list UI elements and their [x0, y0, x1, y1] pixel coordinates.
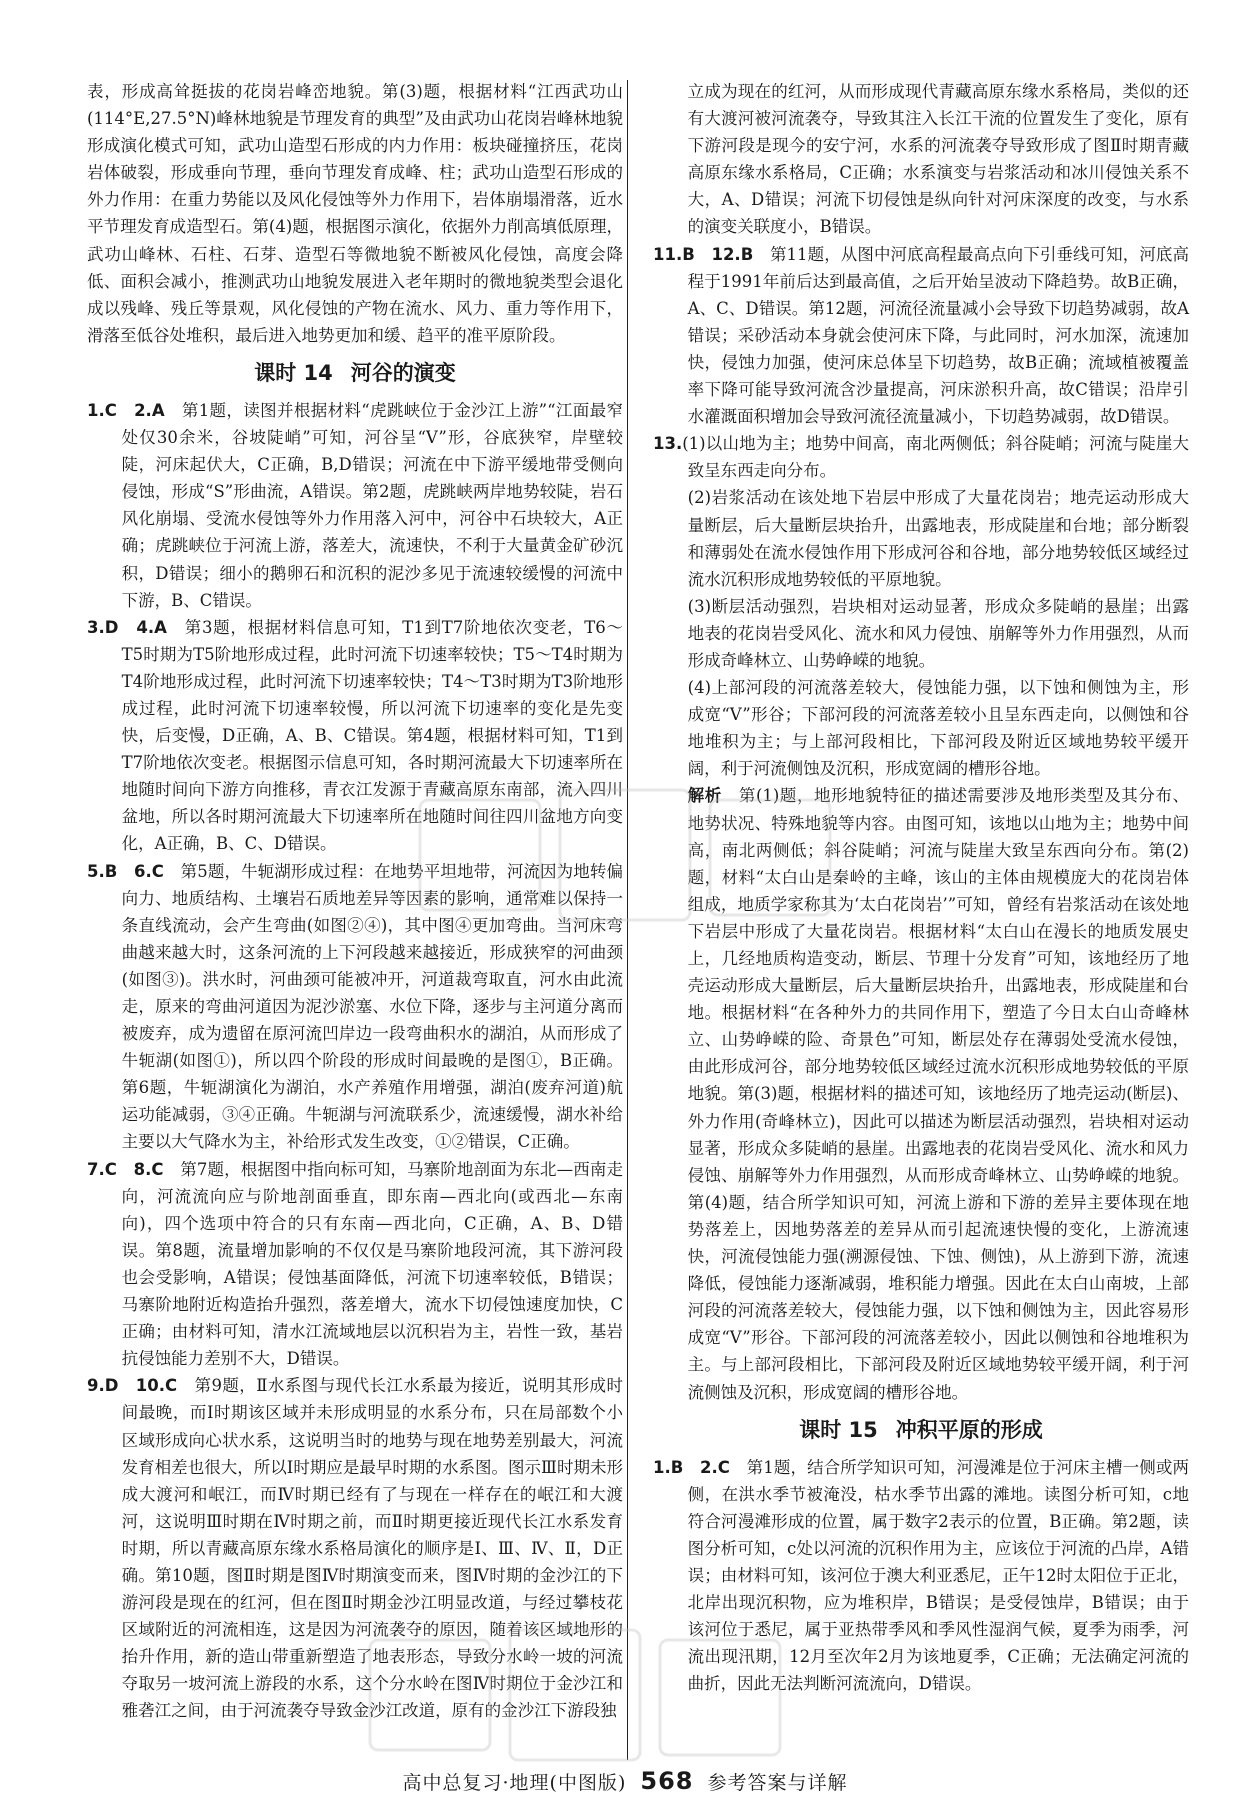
- answer-explanation: 第9题，Ⅱ水系图与现代长江水系最为接近，说明其形成时间最晚，而Ⅰ时期该区域并未形成明显的水系分布，只在局部数个小区域形成向心状水系，这说明当时的地势与现在地势差别最大，河流发育相差也很大，所以Ⅰ时期应是最早时期的水系图。图示Ⅲ时期未形成大渡河和岷江，而Ⅳ时期已经有了与现在一样存在的岷江和大渡河，这说明Ⅲ时期在Ⅳ时期之前，而Ⅱ时期更接近现代长江水系发育时期，所以青藏高原东缘水系格局演化的顺序是Ⅰ、Ⅲ、Ⅳ、Ⅱ，D正确。第10题，图Ⅱ时期是图Ⅳ时期演变而来，图Ⅳ时期的金沙江的下游河段是现在的红河，但在图Ⅱ时期金沙江明显改道，与经过攀枝花区域附近的河流相连，这是因为河流袭夺的原因，随着该区域地形的抬升作用，新的造山带重新塑造了地表形态，导致分水岭一坡的河流夺取另一坡河流上游段的水系，这个分水岭在图Ⅳ时期位于金沙江和雅砻江之间，由于河流袭夺导致金沙江改道，原有的金沙江下游段独: [121, 1376, 623, 1721]
- lesson-14-label: 课时 14: [254, 360, 333, 385]
- right-column: [653, 78, 1189, 1697]
- answer-item-13-part-3: (3)断层活动强烈，岩块相对运动显著，形成众多陡峭的悬崖；出露地表的花岗岩受风化、流水和风力侵蚀、崩解等外力作用强烈，从而形成奇峰林立、山势峥嵘的地貌。: [687, 596, 1189, 670]
- lesson-14-title: 河谷的演变: [350, 360, 456, 385]
- answer-part: (1)以山地为主；地势中间高，南北两侧低；斜谷陡峭；河流与陡崖大致呈东西走向分布。: [682, 434, 1189, 481]
- column-divider: [627, 80, 628, 1760]
- analysis-paragraph: [653, 782, 1189, 1405]
- answer-explanation: 第1题，结合所学知识可知，河漫滩是位于河床主槽一侧或两侧，在洪水季节被淹没，枯水季节出露的滩地。读图分析可知，c地符合河漫滩形成的位置，属于数字2表示的位置，B正确。第2题，读图分析可知，c处以河流的沉积作用为主，应该位于河流的凸岸，A错误；由材料可知，该河位于澳大利亚悉尼，正午12时太阳位于正北，北岸出现沉积物，应为堆积岸，B错误；是受侵蚀岸，B错误；由于该河位于悉尼，属于亚热带季风和季风性湿润气候，夏季为雨季，河流出现汛期，12月至次年2月为该地夏季，C正确；无法确定河流的曲折，因此无法判断河流流向，D错误。: [687, 1457, 1189, 1694]
- answer-item-1-2-lesson-15: [653, 1454, 1189, 1698]
- answer-key: 1.C 2.A: [87, 400, 165, 420]
- footer-section-title: 参考答案与详解: [707, 1772, 848, 1794]
- page-footer: [0, 1767, 1250, 1795]
- answer-key: 7.C 8.C: [87, 1159, 164, 1179]
- answer-explanation: 第7题，根据图中指向标可知，马寨阶地剖面为东北—西南走向，河流流向应与阶地剖面垂直，即东南—西北向(或西北—东南向)，四个选项中符合的只有东南—西北向，C正确，A、B、D错误。第8题，流量增加影响的不仅仅是马寨阶地段河流，其下游河段也会受影响，A错误；侵蚀基面降低，河流下切速率较低，B错误；马寨阶地附近构造抬升强烈，落差增大，流水下切侵蚀速度加快，C正确；由材料可知，清水江流域地层以沉积岩为主，岩性一致，基岩抗侵蚀能力差别不大，D错误。: [121, 1159, 623, 1369]
- answer-explanation: 第1题，读图并根据材料“虎跳峡位于金沙江上游”“江面最窄处仅30余米，谷坡陡峭”可知，河谷呈“V”形，谷底狭窄，岸壁较陡，河床起伏大，C正确，B,D错误；河流在中下游平缓地带受侧向侵蚀，形成“S”形曲流，A错误。第2题，虎跳峡两岸地势较陡，岩石风化崩塌、受流水侵蚀等外力作用落入河中，河谷中石块较大，A正确；虎跳峡位于河流上游，落差大，流速快，不利于大量黄金矿砂沉积，D错误；细小的鹅卵石和沉积的泥沙多见于流速较缓慢的河流中下游，B、C错误。: [121, 400, 623, 610]
- answer-key: 1.B 2.C: [653, 1457, 730, 1477]
- lesson-15-heading: [653, 1410, 1189, 1450]
- left-column: [87, 78, 623, 1725]
- answer-key: 5.B 6.C: [87, 861, 164, 881]
- answer-explanation: 第5题，牛轭湖形成过程：在地势平坦地带，河流因为地转偏向力、地质结构、土壤岩石质地差异等因素的影响，通常难以保持一条直线流动，会产生弯曲(如图②④)，其中图④更加弯曲。当河床弯曲越来越大时，这条河流的上下河段越来越接近，形成狭窄的河曲颈(如图③)。洪水时，河曲颈可能被冲开，河道裁弯取直，河水由此流走，原来的弯曲河道因为泥沙淤塞、水位下降，逐步与主河道分离而被废弃，成为遗留在原河流凹岸边一段弯曲积水的湖泊，从而形成了牛轭湖(如图①)，所以四个阶段的形成时间最晚的是图①，B正确。第6题，牛轭湖演化为湖泊，水产养殖作用增强，湖泊(废弃河道)航运功能减弱，③④正确。牛轭湖与河流联系少，流速缓慢，湖水补给主要以大气降水为主，补给形式发生改变，①②错误，C正确。: [121, 861, 623, 1152]
- answer-item-13-part-4: (4)上部河段的河流落差较大，侵蚀能力强，以下蚀和侧蚀为主，形成宽“V”形谷；下部河段的河流落差较小且呈东西走向，以侧蚀和谷地堆积为主；与上部河段相比，下部河段及附近区域地势较平缓开阔，利于河流侧蚀及沉积，形成宽阔的槽形谷地。: [687, 678, 1189, 779]
- answer-item-7-8: [87, 1156, 623, 1373]
- answer-item-3-4: [87, 614, 623, 858]
- lesson-15-title: 冲积平原的形成: [895, 1417, 1043, 1442]
- answer-item-11-12: [653, 241, 1189, 431]
- analysis-label: 解析: [687, 786, 722, 806]
- answer-item-9-10: [87, 1372, 623, 1724]
- answer-item-13-part-2: (2)岩浆活动在该处地下岩层中形成了大量花岗岩；地壳运动形成大量断层，后大量断层块抬升，出露地表，形成陡崖和台地；部分断裂和薄弱处在流水侵蚀作用下形成河谷和谷地，部分地势较低区域经过流水沉积形成地势较低的平原地貌。: [687, 488, 1189, 589]
- lesson-14-heading: [87, 353, 623, 393]
- answer-explanation: 第3题，根据材料信息可知，T1到T7阶地依次变老，T6～T5时期为T5阶地形成过程，此时河流下切速率较快；T5～T4时期为T4阶地形成过程，此时河流下切速率较快；T4～T3时期为T3阶地形成过程，此时河流下切速率较慢，所以河流下切速率的变化是先变快，后变慢，D正确，A、B、C错误。第4题，根据材料可知，T1到T7阶地依次变老。根据图示信息可知，各时期河流最大下切速率所在地随时间向下游方向推移，青衣江发源于青藏高原东南部，流入四川盆地，所以各时期河流最大下切速率所在地随时间往四川盆地方向变化，A正确，B、C、D错误。: [121, 617, 623, 854]
- footer-book-title: 高中总复习·地理(中图版): [402, 1772, 627, 1794]
- answer-item-13-part-1: [653, 430, 1189, 484]
- answer-key: 9.D 10.C: [87, 1376, 178, 1396]
- answer-item-1-2: [87, 397, 623, 614]
- answer-key: 13.: [653, 434, 683, 454]
- answer-key: 3.D 4.A: [87, 617, 167, 637]
- answer-item-5-6: [87, 858, 623, 1156]
- answer-key: 11.B 12.B: [653, 244, 754, 264]
- analysis-text: 第(1)题，地形地貌特征的描述需要涉及地形类型及其分布、地势状况、特殊地貌等内容。由图可知，该地以山地为主；地势中间高，南北两侧低；斜谷陡峭；河流与陡崖大致呈东西向分布。第(2)题，材料“太白山是秦岭的主峰，该山的主体由规模庞大的花岗岩体组成，地质学家称其为‘太白花岗岩’”可知，曾经有岩浆活动在该处地下岩层中形成了大量花岗岩。根据材料“太白山在漫长的地质发展史上，几经地质构造变动，断层、节理十分发育”可知，该地经历了地壳运动形成大量断层，后大量断层块抬升，出露地表，形成陡崖和台地。根据材料“在各种外力的共同作用下，塑造了今日太白山奇峰林立、山势峥嵘的险、奇景色”可知，断层处存在薄弱处受流水侵蚀，由此形成河谷，部分地势较低区域经过流水沉积形成地势较低的平原地貌。第(3)题，根据材料的描述可知，该地经历了地壳运动(断层)、外力作用(奇峰林立)，因此可以描述为断层活动强烈，岩块相对运动显著，形成众多陡峭的悬崖。出露地表的花岗岩受风化、流水和风力侵蚀、崩解等外力作用强烈，从而形成奇峰林立、山势峥嵘的地貌。第(4)题，结合所学知识可知，河流上游和下游的差异主要体现在地势落差上，因地势落差的差异从而引起流速快慢的变化，上游流速快，河流侵蚀能力强(溯源侵蚀、下蚀、侧蚀)，从上游到下游，流速降低，侵蚀能力逐渐减弱，堆积能力增强。因此在太白山南坡，上部河段的河流落差较大，侵蚀能力强，以下蚀和侧蚀为主，因此容易形成宽“V”形谷。下部河段的河流落差较小，因此以侧蚀和谷地堆积为主。与上部河段相比，下部河段及附近区域地势较平缓开阔，利于河流侧蚀及沉积，形成宽阔的槽形谷地。: [687, 786, 1190, 1402]
- continuation-paragraph: 立成为现在的红河，从而形成现代青藏高原东缘水系格局，类似的还有大渡河被河流袭夺，导致其注入长江干流的位置发生了变化，原有下游河段是现今的安宁河，水系的河流袭夺导致形成了图Ⅱ时期青藏高原东缘水系格局，C正确；水系演变与岩浆活动和冰川侵蚀关系不大，A、D错误；河流下切侵蚀是纵向针对河床深度的改变，与水系的演变关联度小，B错误。: [687, 82, 1189, 237]
- intro-paragraph: 表，形成高耸挺拔的花岗岩峰峦地貌。第(3)题，根据材料“江西武功山(114°E,27.5°N)峰林地貌是节理发育的典型”及由武功山花岗岩峰林地貌形成演化模式可知，武功山造型石形成的内力作用：板块碰撞挤压，花岗岩体破裂，形成垂向节理，垂向节理发育成峰、柱；武功山造型石形成的外力作用：在重力势能以及风化侵蚀等外力作用下，岩体崩塌滑落，近水平节理发育成造型石。第(4)题，根据图示演化，依据外力削高填低原理，武功山峰林、石柱、石芽、造型石等微地貌不断被风化侵蚀，高度会降低、面积会减小，推测武功山地貌发展进入老年期时的微地貌类型会退化成以残峰、残丘等景观，风化侵蚀的产物在流水、风力、重力等作用下，滑落至低谷处堆积，最后进入地势更加和缓、趋平的准平原阶段。: [87, 82, 623, 345]
- answer-explanation: 第11题，从图中河底高程最高点向下引垂线可知，河底高程于1991年前后达到最高值，之后开始呈波动下降趋势。故B正确，A、C、D错误。第12题，河流径流量减小会导致下切趋势减弱，故A错误；采砂活动本身就会使河床下降，与此同时，河水加深，流速加快，侵蚀力加强，使河床总体呈下切趋势，故B正确；流域植被覆盖率下降可能导致河流含沙量提高，河床淤积升高，故C错误；沿岸引水灌溉面积增加会导致河流径流量减小，下切趋势减弱，故D错误。: [687, 244, 1189, 427]
- lesson-15-label: 课时 15: [799, 1417, 878, 1442]
- page-number: 568: [640, 1767, 694, 1795]
